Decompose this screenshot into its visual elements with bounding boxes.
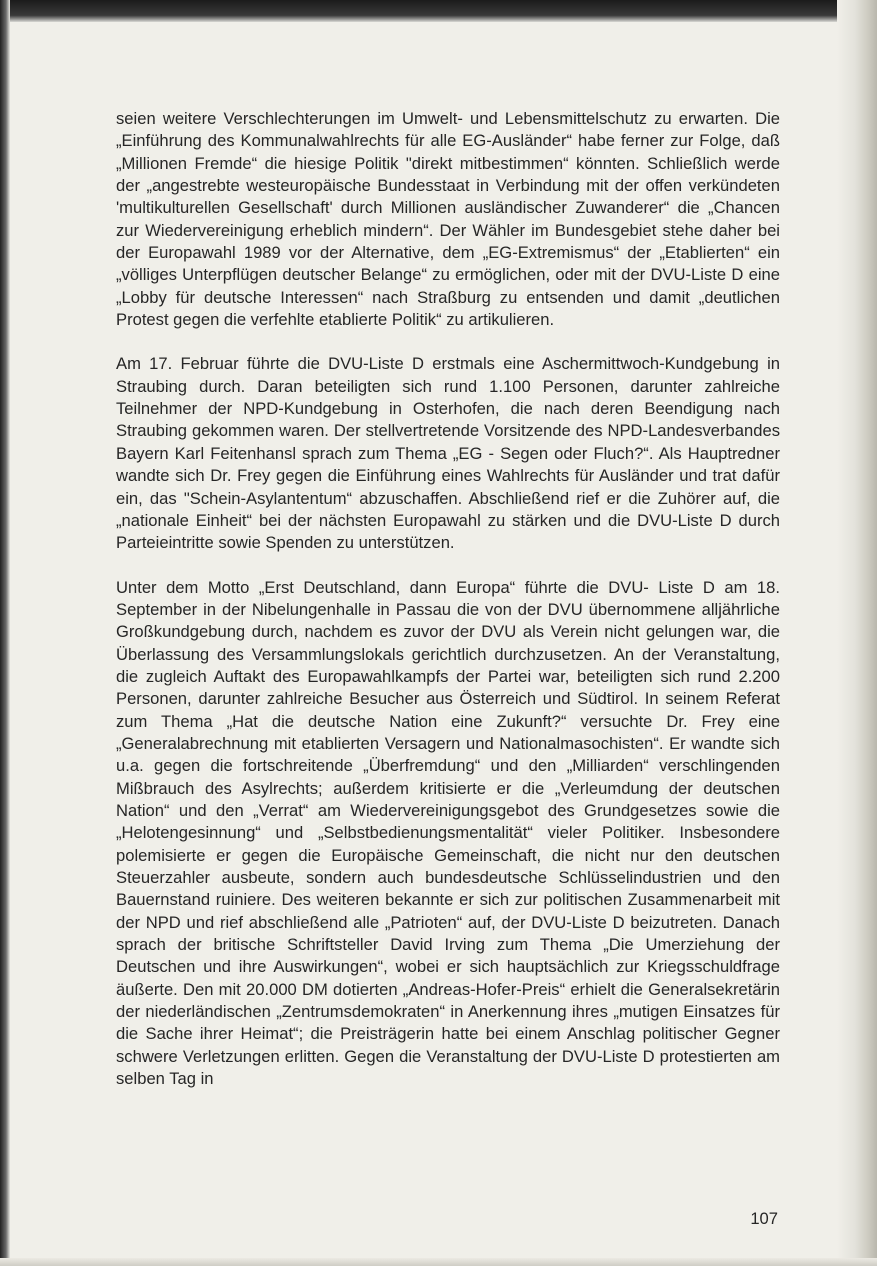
scan-shadow-top <box>0 0 877 22</box>
page-number: 107 <box>750 1209 778 1228</box>
body-text <box>116 108 780 1112</box>
scan-shadow-left <box>0 0 10 1266</box>
paragraph-straubing-rally: Am 17. Februar führte die DVU-Liste D erstmals eine Aschermittwoch-Kundgebung in Straubing durch. Daran beteiligten sich rund 1.100 Personen, darunter zahlreiche Teilnehmer der NPD-Kundgebung in Osterhofen, die nach deren Beendigung nach Straubing gekommen waren. Der stellvertretende Vorsitzende des NPD-Landesverbandes Bayern Karl Feitenhansl sprach zum Thema „EG - Segen oder Fluch?“. Als Hauptredner wandte sich Dr. Frey gegen die Einführung eines Wahlrechts für Ausländer und trat dafür ein, das "Schein-Asylantentum“ abzuschaffen. Abschließend rief er die Zuhörer auf, die „nationale Einheit“ bei der nächsten Europawahl zu stärken und die DVU-Liste D durch Parteieintritte sowie Spenden zu unterstützen. <box>116 354 780 553</box>
paragraph-eu-election-rhetoric: seien weitere Verschlechterungen im Umwelt- und Lebensmittelschutz zu erwarten. Die „Einführung des Kommunalwahlrechts für alle EG-Ausländer“ habe ferner zur Folge, daß „Millionen Fremde“ die hiesige Politik "direkt mitbestimmen“ könnten. Schließlich werde der „angestrebte westeuropäische Bundesstaat in Verbindung mit der offen verkündeten 'multikulturellen Gesellschaft' durch Millionen ausländischer Zuwanderer“ die „Chancen zur Wiedervereinigung erheblich mindern“. Der Wähler im Bundesgebiet stehe daher bei der Europawahl 1989 vor der Alternative, dem „EG-Extremismus“ der „Etablierten“ ein „völliges Unterpflügen deutscher Belange“ zu ermöglichen, oder mit der DVU-Liste D eine „Lobby für deutsche Interessen“ nach Straßburg zu entsenden und damit „deutlichen Protest gegen die verfehlte etablierte Politik“ zu artikulieren. <box>116 109 780 330</box>
page-gutter-right <box>837 0 877 1266</box>
scan-shadow-bottom <box>0 1258 877 1266</box>
paragraph-passau-rally: Unter dem Motto „Erst Deutschland, dann Europa“ führte die DVU- Liste D am 18. September in der Nibelungenhalle in Passau die von der DVU übernommene alljährliche Großkundgebung durch, nachdem es zuvor der DVU als Verein nicht gelungen war, die Überlassung des Versammlungslokals gerichtlich durchzusetzen. An der Veranstaltung, die zugleich Auftakt des Europawahlkampfs der Partei war, beteiligten sich rund 2.200 Personen, darunter zahlreiche Besucher aus Österreich und Südtirol. In seinem Referat zum Thema „Hat die deutsche Nation eine Zukunft?“ versuchte Dr. Frey eine „Generalabrechnung mit etablierten Versagern und Nationalmasochisten“. Er wandte sich u.a. gegen die fortschreitende „Überfremdung“ und den „Milliarden“ verschlingenden Mißbrauch des Asylrechts; außerdem kritisierte er die „Verleumdung der deutschen Nation“ und den „Verrat“ am Wiedervereinigungsgebot des Grundgesetzes sowie die „Helotengesinnung“ und „Selbstbedienungsmentalität“ vieler Politiker. Insbesondere polemisierte er gegen die Europäische Gemeinschaft, die nicht nur den deutschen Steuerzahler ausbeute, sondern auch bundesdeutsche Schlüsselindustrien und den Bauernstand ruiniere. Des weiteren bekannte er sich zur politischen Zusammenarbeit mit der NPD und rief abschließend alle „Patrioten“ auf, der DVU-Liste D beizutreten. Danach sprach der britische Schriftsteller David Irving zum Thema „Die Umerziehung der Deutschen und ihre Auswirkungen“, wobei er sich hauptsächlich zur Kriegsschuldfrage äußerte. Den mit 20.000 DM dotierten „Andreas-Hofer-Preis“ erhielt die Generalsekretärin der niederländischen „Zentrumsdemokraten“ in Anerkennung ihres „mutigen Einsatzes für die Sache ihrer Heimat“; die Preisträgerin hatte bei einem Anschlag politischer Gegner schwere Verletzungen erlitten. Gegen die Veranstaltung der DVU-Liste D protestierten am selben Tag in <box>116 577 780 1089</box>
